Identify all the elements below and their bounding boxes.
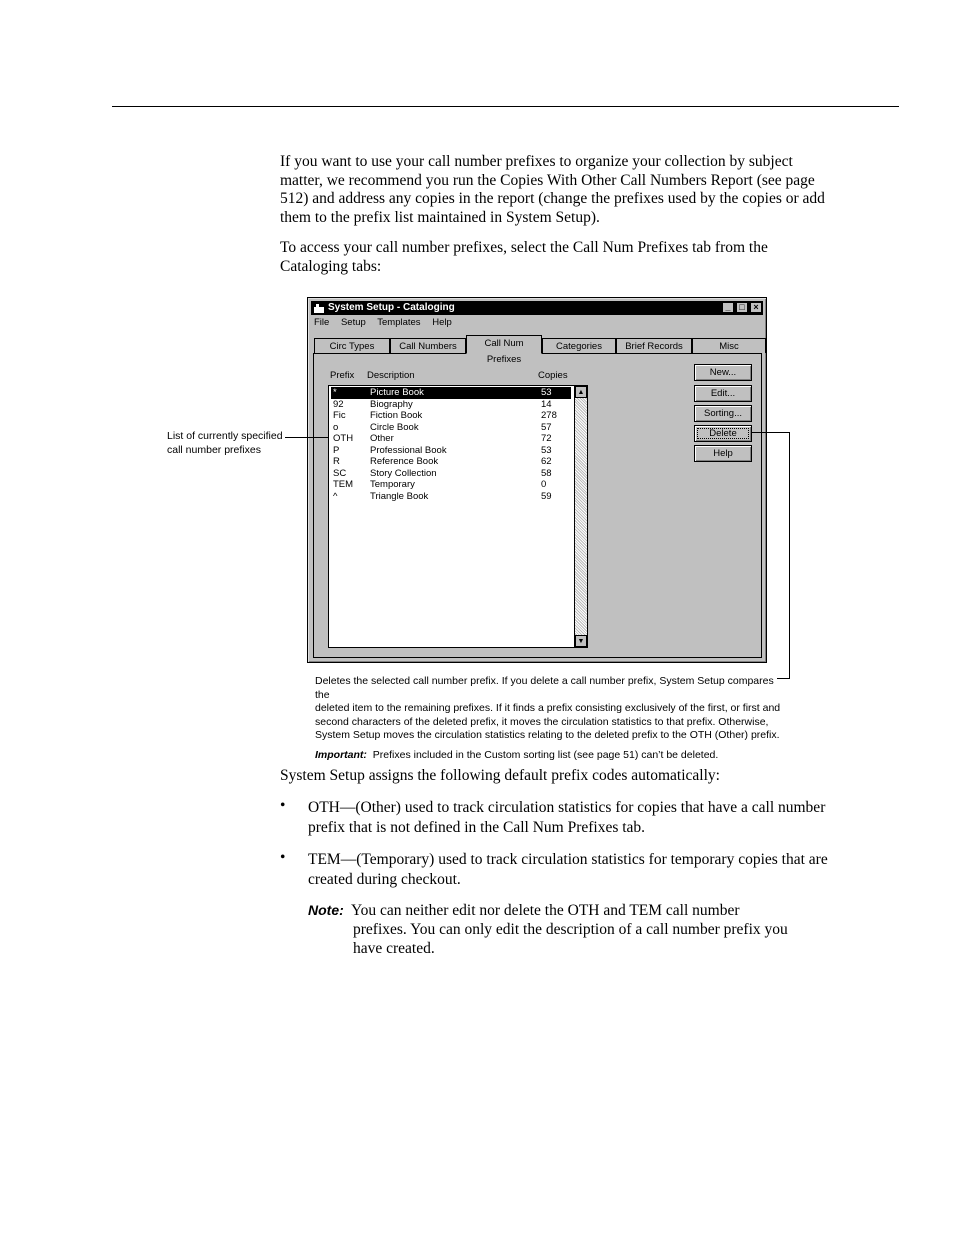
note-line-3: have created. — [353, 940, 435, 957]
row-copies: 57 — [541, 421, 552, 433]
system-setup-window — [307, 297, 767, 663]
row-description: Circle Book — [370, 421, 419, 433]
tab-circ-types[interactable]: Circ Types — [314, 338, 390, 353]
row-copies: 53 — [541, 387, 552, 398]
tab-call-num-prefixes[interactable]: Call Num Prefixes — [466, 335, 542, 354]
row-copies: 278 — [541, 410, 557, 421]
row-description: Picture Book — [370, 387, 424, 398]
list-callout — [167, 430, 283, 457]
intro-paragraph-1: If you want to use your call number prefixes to organize your collection by subject matter, we recommend you run the Copies With Other Call Numbers Report (see page 512) and address any copies in the report (change the prefixes used by the copies or add them to the prefix list maintained in System Setup). — [280, 153, 825, 227]
sorting-button[interactable]: Sorting... — [694, 405, 752, 422]
list-row[interactable] — [331, 387, 571, 399]
list-callout-line2: call number prefixes — [167, 443, 261, 456]
row-prefix: o — [333, 421, 339, 433]
scroll-down-icon[interactable]: ▼ — [575, 635, 587, 647]
row-prefix: SC — [333, 467, 347, 479]
maximize-button[interactable]: □ — [736, 302, 748, 313]
delete-callout-line4: System Setup moves the circulation statistics relating to the deleted prefix to the OTH (Other) prefix. — [315, 729, 780, 742]
list-row[interactable] — [331, 491, 571, 503]
prefix-list[interactable] — [328, 385, 588, 648]
delete-leader-v — [789, 432, 790, 679]
row-copies: 62 — [541, 456, 552, 467]
row-prefix: ^ — [333, 490, 338, 502]
row-prefix: R — [333, 456, 340, 467]
note-label: Note: — [308, 902, 344, 918]
app-icon — [313, 302, 325, 314]
tab-categories[interactable]: Categories — [542, 338, 616, 353]
row-copies: 0 — [541, 479, 547, 490]
row-prefix: 92 — [333, 398, 344, 410]
list-row[interactable] — [331, 399, 571, 411]
delete-callout — [315, 675, 785, 763]
bullet-1-glyph: • — [280, 797, 286, 814]
note-line-1: You can neither edit nor delete the OTH and TEM call number — [350, 902, 740, 919]
row-description: Reference Book — [370, 456, 439, 467]
bullet-2-glyph: • — [280, 849, 286, 866]
row-copies: 58 — [541, 467, 552, 479]
menu-setup[interactable]: Setup — [340, 317, 366, 328]
help-button[interactable]: Help — [694, 445, 752, 462]
column-copies: Copies — [538, 370, 568, 381]
scroll-up-icon[interactable]: ▲ — [575, 386, 587, 398]
note-line-2: prefixes. You can only edit the description of a call number prefix you — [353, 921, 788, 938]
menu-file[interactable]: File — [314, 317, 330, 328]
row-description: Other — [370, 433, 394, 444]
list-row[interactable] — [331, 410, 571, 422]
row-prefix: Fic — [333, 410, 346, 421]
list-row[interactable] — [331, 468, 571, 480]
list-row[interactable] — [331, 445, 571, 457]
row-prefix: * — [333, 387, 337, 398]
minimize-button[interactable]: _ — [722, 302, 734, 313]
delete-callout-line2: deleted item to the remaining prefixes. If it finds a prefix consisting exclusively of the first, or first and — [315, 702, 781, 715]
close-button[interactable]: × — [750, 302, 762, 313]
list-row[interactable] — [331, 456, 571, 468]
list-row[interactable] — [331, 433, 571, 445]
row-description: Temporary — [370, 479, 415, 490]
important-note — [315, 749, 785, 763]
row-description: Triangle Book — [370, 490, 429, 502]
tab-misc[interactable]: Misc — [692, 338, 766, 353]
tab-row — [314, 335, 761, 365]
menu-help[interactable]: Help — [432, 317, 452, 328]
bullet-1-text: OTH—(Other) used to track circulation statistics for copies that have a call number prefix that is not defined in the Call Num Prefixes tab. — [308, 799, 826, 836]
menu-bar — [314, 317, 461, 328]
tab-brief-records[interactable]: Brief Records — [616, 338, 692, 353]
bullet-2-text: TEM—(Temporary) used to track circulation statistics for temporary copies that are created during checkout. — [308, 851, 828, 888]
list-callout-leader — [285, 437, 329, 438]
edit-button[interactable]: Edit... — [694, 385, 752, 402]
row-prefix: P — [333, 444, 340, 456]
list-callout-line1: List of currently specified — [167, 430, 283, 442]
new-button[interactable]: New... — [694, 364, 752, 381]
important-label: Important: — [315, 748, 367, 761]
list-row[interactable] — [331, 422, 571, 434]
delete-button[interactable]: Delete — [694, 425, 752, 442]
window-title: System Setup - Cataloging — [328, 302, 455, 313]
row-prefix: TEM — [333, 479, 354, 490]
intro-paragraph-2: To access your call number prefixes, select the Call Num Prefixes tab from the Cataloging tabs: — [280, 239, 768, 275]
list-row[interactable] — [331, 479, 571, 491]
row-prefix: OTH — [333, 433, 354, 444]
delete-leader-h1 — [752, 432, 790, 433]
row-description: Biography — [370, 398, 413, 410]
row-description: Fiction Book — [370, 410, 423, 421]
column-description: Description — [367, 370, 415, 381]
important-text: Prefixes included in the Custom sorting list (see page 51) can’t be deleted. — [372, 748, 719, 761]
header-rule — [112, 106, 899, 107]
menu-templates[interactable]: Templates — [377, 317, 421, 328]
delete-callout-line3: second characters of the deleted prefix, it moves the circulation statistics to that prefix. Otherwise, — [315, 715, 769, 728]
vertical-scrollbar[interactable] — [574, 386, 587, 647]
row-description: Professional Book — [370, 444, 447, 456]
window-titlebar — [311, 301, 763, 315]
delete-callout-line1: Deletes the selected call number prefix. If you delete a call number prefix, System Setup compares the — [315, 675, 774, 701]
row-copies: 72 — [541, 433, 552, 444]
tab-call-numbers[interactable]: Call Numbers — [390, 338, 466, 353]
row-copies: 14 — [541, 398, 552, 410]
row-description: Story Collection — [370, 467, 437, 479]
row-copies: 59 — [541, 490, 552, 502]
row-copies: 53 — [541, 444, 552, 456]
defaults-intro: System Setup assigns the following default prefix codes automatically: — [280, 767, 720, 784]
column-prefix: Prefix — [330, 370, 355, 381]
note-block — [308, 901, 838, 958]
